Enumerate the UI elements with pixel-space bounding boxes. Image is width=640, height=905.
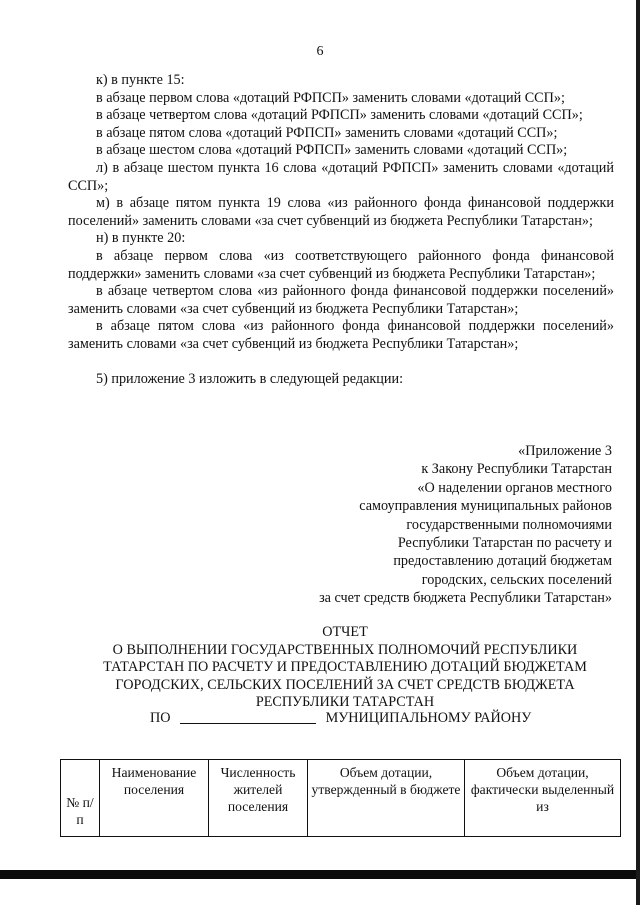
annex-line: за счет средств бюджета Республики Татарстан» — [319, 590, 612, 607]
annex-line: «О наделении органов местного — [417, 479, 612, 496]
annex-line: предоставлению дотаций бюджетам — [393, 553, 612, 570]
paragraph: в абзаце четвертом слова «из районного фонда финансовой поддержки поселений» заменить словами «за счет субвенций из бюджета Республики Татарстан»; — [68, 283, 614, 317]
annex-line: городских, сельских поселений — [421, 571, 612, 588]
scan-bottom-border — [0, 870, 640, 879]
paragraph: м) в абзаце пятом пункта 19 слова «из районного фонда финансовой поддержки поселений» заменить словами «за счет субвенций из бюджета Республики Татарстан»; — [68, 195, 614, 229]
district-suffix: МУНИЦИПАЛЬНОМУ РАЙОНУ — [325, 710, 532, 726]
paragraph: л) в абзаце шестом пункта 16 слова «дотаций РФПСП» заменить словами «дотаций ССП»; — [68, 159, 614, 194]
annex-line: самоуправления муниципальных районов — [359, 498, 612, 515]
scan-right-border — [636, 0, 640, 905]
report-title-line: ТАТАРСТАН ПО РАСЧЕТУ И ПРЕДОСТАВЛЕНИЮ ДОТАЦИЙ БЮДЖЕТАМ — [103, 659, 587, 675]
paragraph: в абзаце пятом слова «дотаций РФПСП» заменить словами «дотаций ССП»; — [96, 124, 558, 141]
column-header-population: Численность жителей поселения — [209, 760, 308, 837]
annex-line: к Закону Республики Татарстан — [421, 461, 612, 478]
amendment-text — [68, 72, 614, 388]
paragraph: н) в пункте 20: — [96, 230, 186, 247]
paragraph: к) в пункте 15: — [96, 72, 185, 88]
report-title-line: РЕСПУБЛИКИ ТАТАРСТАН — [255, 694, 435, 710]
column-header-settlement: Наименование поселения — [100, 760, 209, 837]
paragraph: в абзаце четвертом слова «дотаций РФПСП» заменить словами «дотаций ССП»; — [96, 107, 583, 124]
district-blank-field — [180, 723, 316, 724]
district-prefix: ПО — [150, 710, 171, 726]
column-header-number: № п/п — [61, 760, 100, 837]
report-heading: ОТЧЕТ — [322, 624, 368, 640]
annex-line: государственными полномочиями — [406, 516, 612, 533]
paragraph: в абзаце первом слова «из соответствующего районного фонда финансовой поддержки» заменить словами «за счет субвенций из бюджета Республики Татарстан»; — [68, 247, 614, 282]
report-title-line: ГОРОДСКИХ, СЕЛЬСКИХ ПОСЕЛЕНИЙ ЗА СЧЕТ СРЕДСТВ БЮДЖЕТА — [115, 676, 575, 693]
paragraph: в абзаце шестом слова «дотаций РФПСП» заменить словами «дотаций ССП»; — [96, 142, 568, 159]
annex-line: Республики Татарстан по расчету и — [397, 535, 612, 552]
annex-header — [192, 442, 612, 608]
paragraph: 5) приложение 3 изложить в следующей редакции: — [96, 370, 404, 387]
district-line — [150, 710, 580, 727]
column-header-approved-subsidy: Объем дотации, утвержденный в бюджете — [308, 760, 465, 837]
report-table — [60, 759, 621, 837]
paragraph: в абзаце пятом слова «из районного фонда финансовой поддержки поселений» заменить словами «за счет субвенций из бюджета Республики Татарстан»; — [68, 318, 614, 352]
annex-line: «Приложение 3 — [518, 443, 612, 459]
paragraph: в абзаце первом слова «дотаций РФПСП» заменить словами «дотаций ССП»; — [96, 89, 565, 106]
page-number: 6 — [316, 44, 324, 59]
report-title — [60, 624, 630, 712]
column-header-allocated-subsidy: Объем дотации, фактически выделенный из — [465, 760, 621, 837]
report-title-line: О ВЫПОЛНЕНИИ ГОСУДАРСТВЕННЫХ ПОЛНОМОЧИЙ РЕСПУБЛИКИ — [112, 641, 578, 658]
table-header-row — [61, 760, 621, 837]
